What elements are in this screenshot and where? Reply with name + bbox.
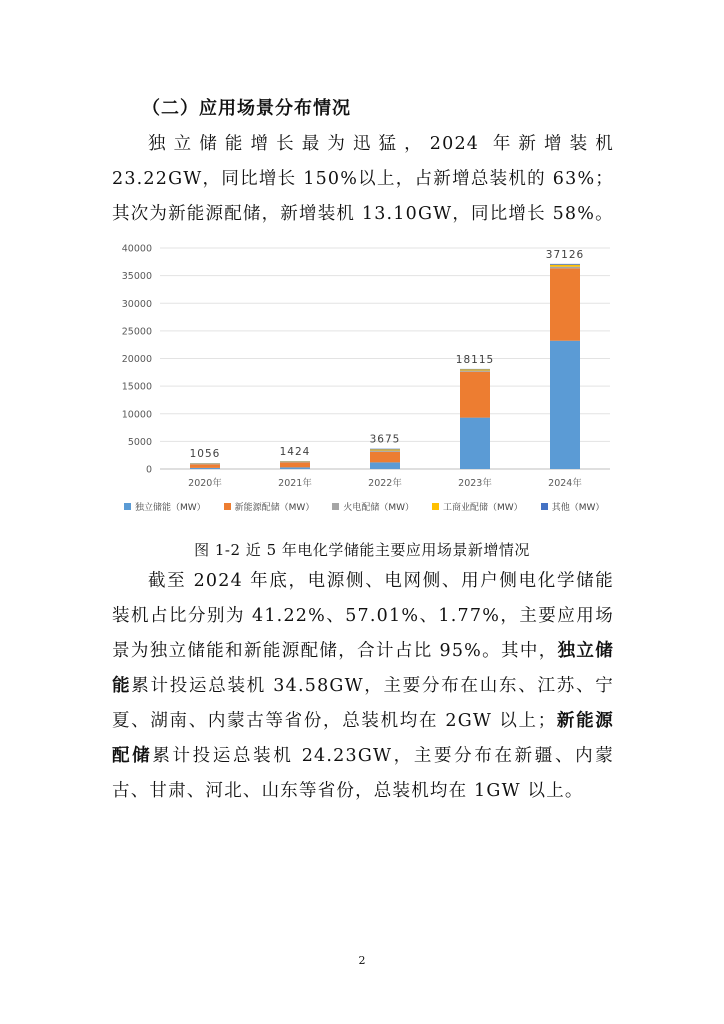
bar-total-label: 3675 bbox=[369, 433, 401, 446]
bar-segment-0-2 bbox=[370, 462, 400, 469]
x-tick-label: 2020年 bbox=[188, 478, 222, 489]
legend-label: 火电配储（MW） bbox=[343, 503, 415, 513]
bar-segment-4-4 bbox=[550, 264, 580, 265]
x-tick-label: 2022年 bbox=[368, 478, 402, 489]
y-tick-label: 35000 bbox=[121, 271, 152, 283]
y-tick-label: 10000 bbox=[121, 409, 152, 421]
bar-total-label: 1424 bbox=[279, 446, 311, 459]
bar-total-label: 37126 bbox=[545, 248, 585, 261]
y-tick-label: 5000 bbox=[127, 436, 152, 448]
paragraph-text: 截至 2024 年底，电源侧、电网侧、用户侧电化学储能装机占比分别为 41.22%、57.01%、1.77%，主要应用场景为独立储能和新能源配储，合计占比 95%。其中， bbox=[112, 571, 614, 661]
bar-segment-0-3 bbox=[460, 418, 490, 469]
stacked-bar-chart bbox=[112, 236, 622, 526]
bar-total-label: 1056 bbox=[189, 448, 221, 461]
bold-term-renewable: 新能源配储 bbox=[112, 711, 614, 766]
bar-total-label: 18115 bbox=[455, 353, 495, 366]
legend-swatch bbox=[224, 503, 231, 510]
bar-segment-2-3 bbox=[460, 370, 490, 371]
bar-segment-1-0 bbox=[190, 464, 220, 468]
legend-item bbox=[124, 500, 206, 513]
y-tick-label: 20000 bbox=[121, 354, 152, 365]
legend-swatch bbox=[124, 503, 131, 510]
paragraph-text: 累计投运总装机 24.23GW，主要分布在新疆、内蒙古、甘肃、河北、山东等省份，总装机均在 1GW 以上。 bbox=[112, 746, 615, 801]
legend-item bbox=[224, 500, 315, 513]
bar-segment-0-1 bbox=[280, 467, 310, 469]
x-tick-label: 2023年 bbox=[458, 478, 492, 489]
bar-segment-3-4 bbox=[550, 265, 580, 267]
legend-label: 独立储能（MW） bbox=[135, 503, 206, 513]
bar-segment-3-3 bbox=[460, 369, 490, 370]
y-tick-label: 15000 bbox=[121, 381, 152, 393]
paragraph-distribution bbox=[112, 564, 614, 809]
bar-total-labels bbox=[190, 249, 585, 460]
x-axis-ticks bbox=[188, 477, 582, 489]
bar-segment-4-2 bbox=[370, 449, 400, 450]
legend-swatch bbox=[332, 503, 339, 510]
bar-segment-0-4 bbox=[550, 341, 580, 469]
chart-svg bbox=[112, 236, 622, 526]
legend-swatch bbox=[432, 503, 439, 510]
paragraph-text: 累计投运总装机 34.58GW，主要分布在山东、江苏、宁夏、湖南、内蒙古等省份，总装机均在 2GW 以上； bbox=[112, 676, 614, 731]
y-tick-label: 0 bbox=[145, 464, 152, 476]
x-tick-label: 2021年 bbox=[278, 478, 312, 489]
paragraph-growth: 独立储能增长最为迅猛，2024 年新增装机 23.22GW，同比增长 150%以上，占新增总装机的 63%；其次为新能源配储，新增装机 13.10GW，同比增长 58%。 bbox=[112, 134, 614, 224]
bar-segment-1-2 bbox=[370, 452, 400, 462]
bar-segment-1-1 bbox=[280, 462, 310, 467]
bar-segment-2-4 bbox=[550, 267, 580, 269]
legend-swatch bbox=[541, 503, 548, 510]
bar-segment-2-2 bbox=[370, 450, 400, 451]
legend-item bbox=[332, 500, 414, 513]
bar-segment-1-4 bbox=[550, 268, 580, 340]
y-tick-label: 25000 bbox=[121, 326, 152, 338]
bar-segment-1-3 bbox=[460, 372, 490, 418]
legend-label: 工商业配储（MW） bbox=[443, 503, 523, 513]
y-tick-label: 40000 bbox=[121, 243, 152, 255]
bar-segment-0-0 bbox=[190, 468, 220, 469]
chart-legend bbox=[124, 500, 624, 513]
y-tick-label: 30000 bbox=[121, 298, 152, 310]
y-axis-ticks bbox=[122, 244, 152, 476]
legend-label: 其他（MW） bbox=[551, 503, 605, 513]
legend-label: 新能源配储（MW） bbox=[234, 503, 315, 513]
section-heading: （二）应用场景分布情况 bbox=[142, 98, 351, 119]
page-number: 2 bbox=[358, 954, 366, 967]
x-tick-label: 2024年 bbox=[548, 478, 582, 489]
bold-term-independent: 独立储能 bbox=[112, 641, 614, 696]
legend-item bbox=[432, 500, 523, 513]
legend-item bbox=[541, 500, 605, 513]
figure-caption: 图 1-2 近 5 年电化学储能主要应用场景新增情况 bbox=[194, 541, 530, 559]
bar-segment-3-2 bbox=[370, 449, 400, 450]
